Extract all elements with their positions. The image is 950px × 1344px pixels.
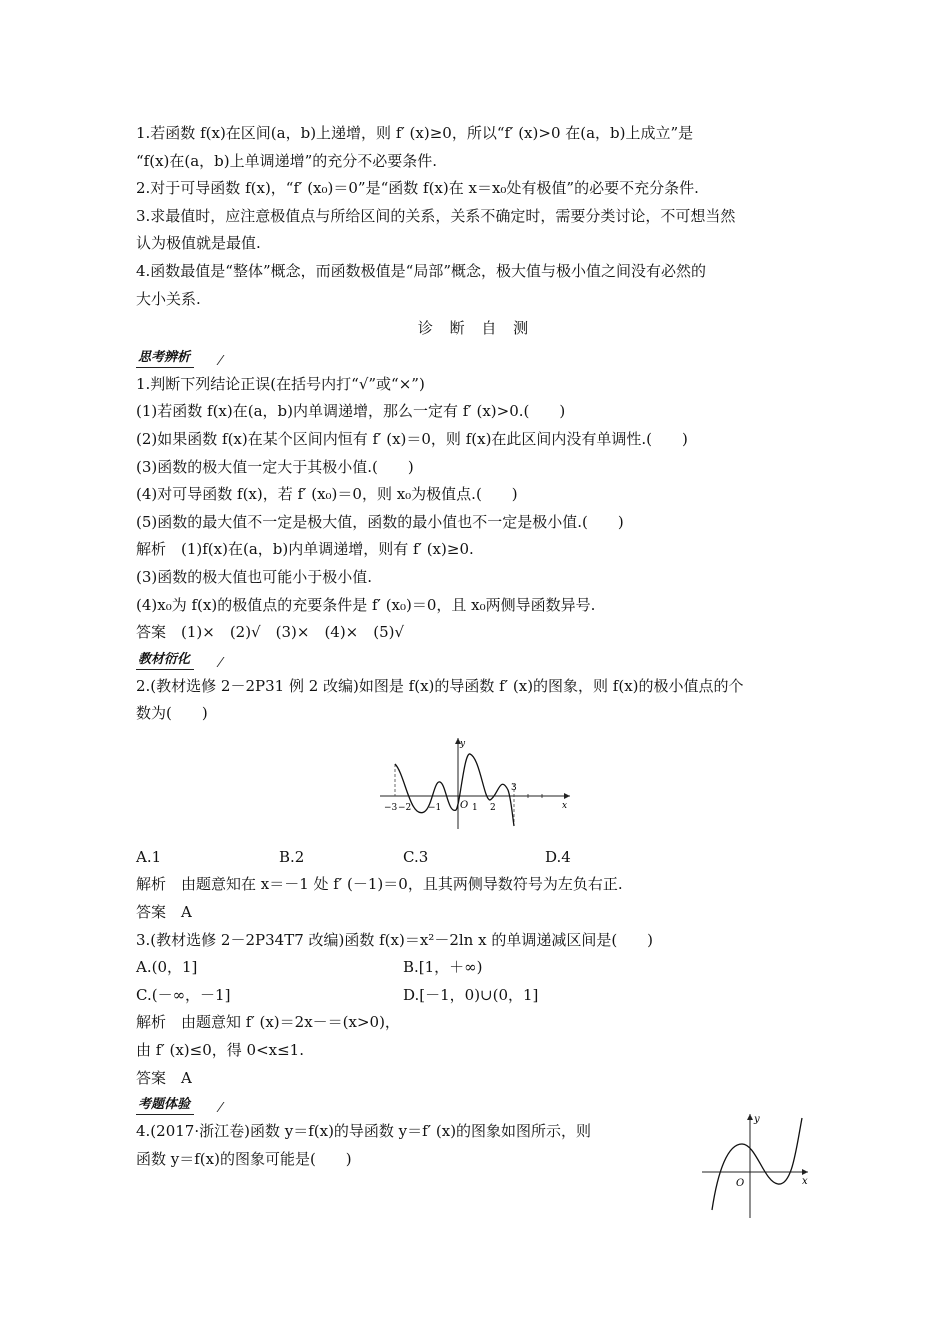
intro-line: 大小关系. [136,289,201,308]
option-d: D.[－1，0)∪(0，1] [403,985,539,1004]
tag-textbook [136,647,816,673]
q2-line: 2.(教材选修 2－2P31 例 2 改编)如图是 f(x)的导函数 f′ (x)的图象，则 f(x)的极小值点的个 [136,676,744,695]
tick-label: −2 [398,802,412,813]
q1-line: (5)函数的最大值不一定是极大值，函数的最小值也不一定是极小值.( ) [136,512,624,531]
y-axis-label: y [754,1114,760,1125]
intro-line: 认为极值就是最值. [136,234,261,253]
q3-options-row-1 [136,954,816,982]
x-axis-label: x [802,1176,808,1187]
x-axis-arrow [802,1169,808,1175]
y-axis-arrow [747,1114,753,1120]
q2-options [136,844,816,872]
origin-label: O [736,1178,745,1189]
q1-line: 1.判断下列结论正误(在括号内打“√”或“×”) [136,374,425,393]
intro-line: 4.函数最值是“整体”概念，而函数极值是“局部”概念，极大值与极小值之间没有必然的 [136,261,706,280]
tag-label: 教材衍化 [136,651,194,670]
q3-analysis: 解析 由题意知 f′ (x)＝2x－＝(x>0)， [136,1013,400,1032]
document-page [136,120,816,1189]
q3-analysis: 由 f′ (x)≤0，得 0<x≤1. [136,1041,304,1060]
intro-line: 3.求最值时，应注意极值点与所给区间的关系，关系不确定时，需要分类讨论，不可想当然 [136,206,736,225]
section-title: 诊 断 自 测 [417,319,535,338]
option-a: A.1 [136,847,162,866]
q1-answer: 答案 (1)× (2)√ (3)× (4)× (5)√ [136,623,405,642]
tick-label: −3 [384,802,398,813]
y-axis-label: y [460,738,466,749]
question-2 [136,673,816,927]
x-axis-label: x [562,800,568,811]
q1-line: (2)如果函数 f(x)在某个区间内恒有 f′ (x)＝0，则 f(x)在此区间内没有单调性.( ) [136,429,688,448]
derivative-graph-figure-2 [702,1110,812,1220]
q1-line: (1)若函数 f(x)在(a，b)内单调递增，那么一定有 f′ (x)>0.( ) [136,402,566,421]
option-a: A.(0，1] [136,958,198,977]
tick-label: 1 [472,802,478,813]
derivative-curve [395,754,514,826]
q2-line: 数为( ) [136,704,208,723]
q4-line: 4.(2017·浙江卷)函数 y＝f(x)的导函数 y＝f′ (x)的图象如图所示，则 [136,1122,592,1141]
origin-label: O [460,799,469,811]
option-d: D.4 [545,847,571,866]
q3-answer: 答案 A [136,1068,192,1087]
intro-notes [136,120,816,313]
option-b: B.2 [279,847,305,866]
intro-line: 2.对于可导函数 f(x)，“f′ (x₀)＝0”是“函数 f(x)在 x＝x₀处有极值”的必要不充分条件. [136,179,699,198]
option-c: C.3 [403,847,429,866]
tick-label: 2 [490,802,496,813]
derivative-graph-figure [380,734,580,834]
tag-label: 思考辨析 [136,349,194,368]
tick-label: 3 [511,782,517,793]
tag-label: 考题体验 [136,1096,194,1115]
question-1 [136,371,816,647]
derivative-curve [712,1118,802,1210]
q4-line: 函数 y＝f(x)的图象可能是( ) [136,1149,352,1168]
q1-analysis: 解析 (1)f(x)在(a，b)内单调递增，则有 f′ (x)≥0. [136,540,474,559]
q2-analysis: 解析 由题意知在 x＝－1 处 f′ (－1)＝0，且其两侧导数符号为左负右正. [136,875,623,894]
tag-thinking [136,345,816,371]
q2-answer: 答案 A [136,903,192,922]
intro-line: “f(x)在(a，b)上单调递增”的充分不必要条件. [136,151,438,170]
question-3 [136,927,816,1093]
intro-line: 1.若函数 f(x)在区间(a，b)上递增，则 f′ (x)≥0，所以“f′ (x)>0 在(a，b)上成立”是 [136,124,694,142]
option-c: C.(－∞，－1] [136,985,231,1004]
tick-label: −1 [428,802,442,813]
x-axis-arrow [564,793,570,799]
q1-line: (3)函数的极大值一定大于其极小值.( ) [136,457,414,476]
q1-line: (4)对可导函数 f(x)，若 f′ (x₀)＝0，则 x₀为极值点.( ) [136,485,518,504]
option-b: B.[1，＋∞) [403,958,483,977]
q3-options-row-2 [136,982,816,1010]
q1-analysis: (3)函数的极大值也可能小于极小值. [136,567,373,586]
q1-analysis: (4)x₀为 f(x)的极值点的充要条件是 f′ (x₀)＝0，且 x₀两侧导函数异号. [136,595,596,614]
q3-line: 3.(教材选修 2－2P34T7 改编)函数 f(x)＝x²－2ln x 的单调递减区间是( ) [136,930,654,949]
